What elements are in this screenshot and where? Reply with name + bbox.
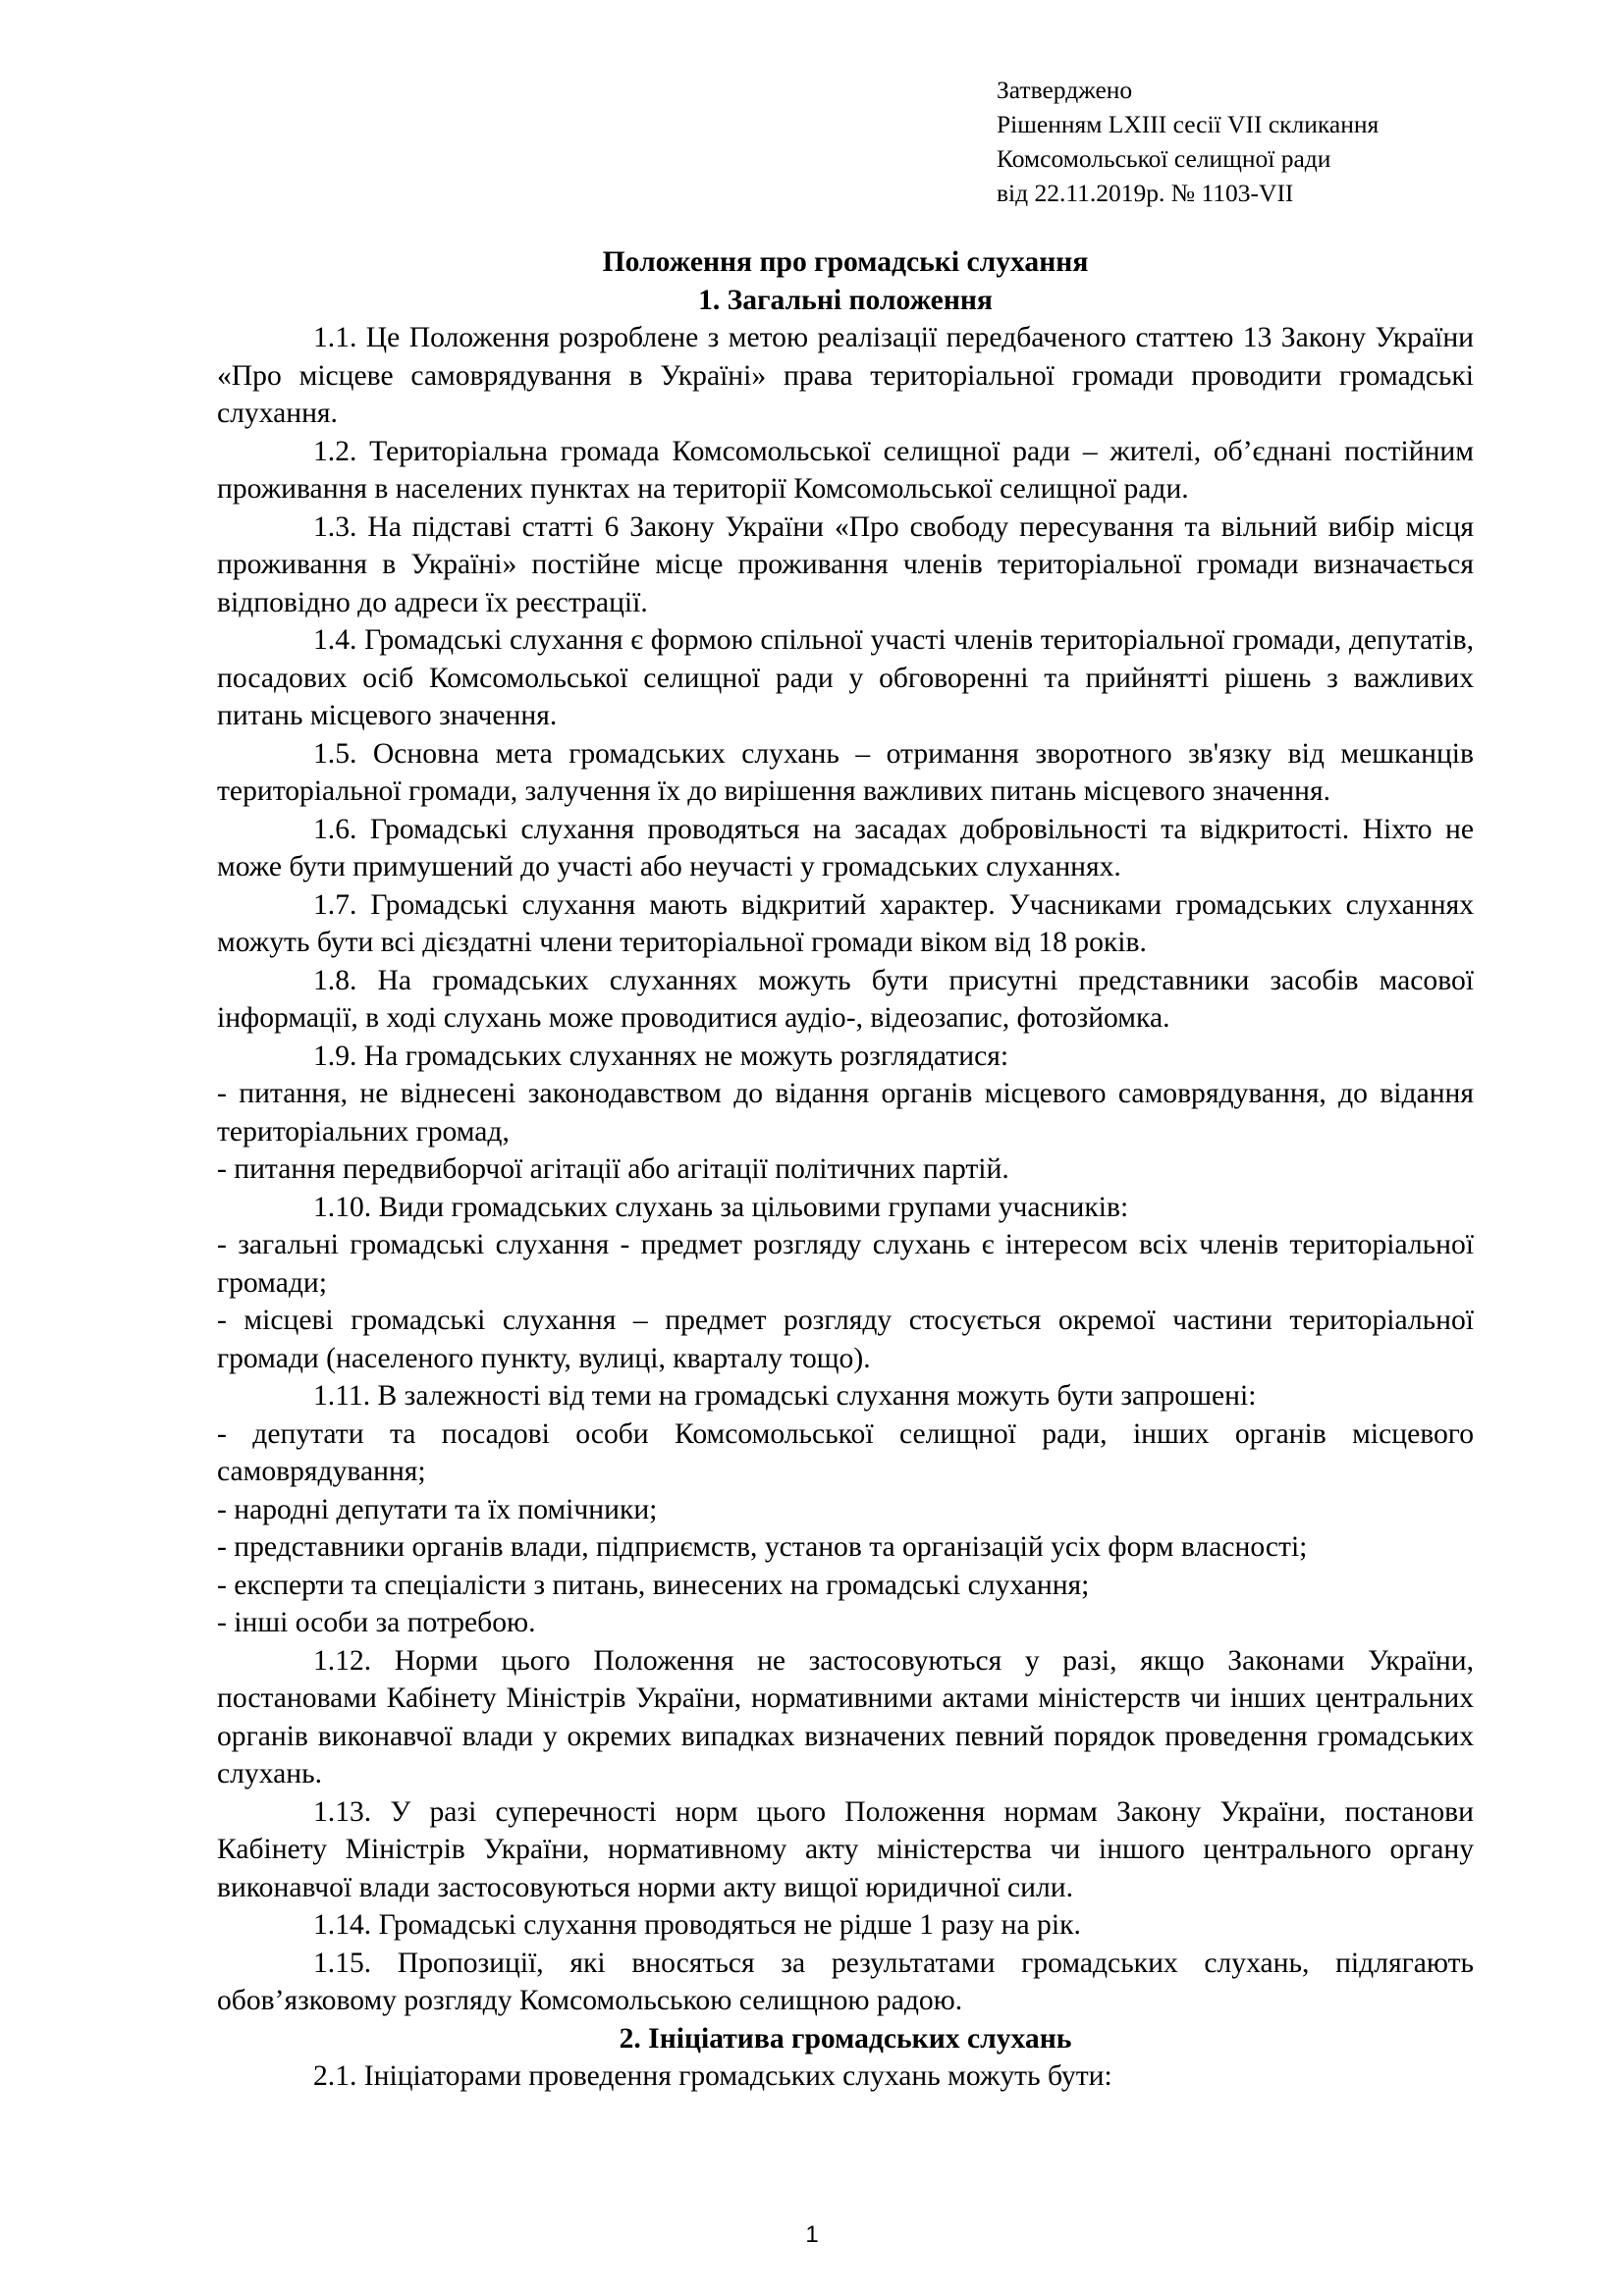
paragraph-1-11: 1.11. В залежності від теми на громадські слухання можуть бути запрошені:	[313, 1380, 1257, 1412]
list-item-1-11-b: - народні депутати та їх помічники;	[217, 1493, 658, 1525]
approval-line-date-number: від 22.11.2019р. № 1103-VII	[997, 179, 1294, 207]
approval-line-council: Комсомольської селищної ради	[997, 144, 1331, 173]
paragraph-1-2: 1.2. Територіальна громада Комсомольської селищної ради – жителі, об’єднані постійним проживання в населених пунктах на території Комсомольської селищної ради.	[217, 435, 1474, 505]
paragraph-1-7: 1.7. Громадські слухання мають відкритий характер. Учасниками громадських слуханнях можуть бути всі дієздатні члени територіальної громади віком від 18 років.	[217, 888, 1474, 958]
paragraph-1-4: 1.4. Громадські слухання є формою спільної участі членів територіальної громади, депутатів, посадових осіб Комсомольської селищної ради у обговоренні та прийнятті рішень з важливих питань місцевого значення.	[217, 624, 1474, 731]
paragraph-1-9: 1.9. На громадських слуханнях не можуть розглядатися:	[313, 1040, 1009, 1072]
approval-line-approved: Затверджено	[997, 76, 1133, 104]
paragraph-1-15: 1.15. Пропозиції, які вносяться за результатами громадських слухань, підлягають обов’язковому розгляду Комсомольською селищною радою.	[217, 1947, 1474, 2016]
list-item-1-9-a: - питання, не віднесені законодавством до відання органів місцевого самоврядування, до відання територіальних громад,	[217, 1078, 1474, 1148]
paragraph-2-1: 2.1. Ініціаторами проведення громадських слухань можуть бути:	[313, 2060, 1112, 2092]
document-body	[217, 243, 1474, 2096]
list-item-1-11-c: - представники органів влади, підприємств, установ та організацій усіх форм власності;	[217, 1531, 1308, 1563]
list-item-1-10-b: - місцеві громадські слухання – предмет розгляду стосується окремої частини територіальної громади (населеного пункту, вулиці, кварталу тощо).	[217, 1305, 1474, 1374]
paragraph-1-14: 1.14. Громадські слухання проводяться не рідше 1 разу на рік.	[313, 1909, 1081, 1941]
approval-stamp-block	[997, 73, 1379, 210]
paragraph-1-3: 1.3. На підставі статті 6 Закону України «Про свободу пересування та вільний вибір місця проживання в Україні» постійне місце проживання членів територіальної громади визначається відповідно до адреси їх реєстрації.	[217, 510, 1474, 618]
paragraph-1-12: 1.12. Норми цього Положення не застосовуються у разі, якщо Законами України, постановами Кабінету Міністрів України, нормативними актами міністерств чи інших центральних органів виконавчої влади у окремих випадках визначених певний порядок проведення громадських слухань.	[217, 1644, 1474, 1789]
paragraph-1-10: 1.10. Види громадських слухань за цільовими групами учасників:	[313, 1191, 1129, 1223]
paragraph-1-6: 1.6. Громадські слухання проводяться на засадах добровільності та відкритості. Ніхто не може бути примушений до участі або неучасті у громадських слуханнях.	[217, 813, 1474, 882]
paragraph-1-13: 1.13. У разі суперечності норм цього Положення нормам Закону України, постанови Кабінету Міністрів України, нормативному акту міністерства чи іншого центрального органу виконавчої влади застосовуються норми акту вищої юридичної сили.	[217, 1795, 1474, 1903]
list-item-1-11-e: - інші особи за потребою.	[217, 1607, 536, 1638]
list-item-1-11-d: - експерти та спеціалісти з питань, винесених на громадські слухання;	[217, 1569, 1090, 1601]
approval-line-decision: Рішенням LXIII сесії VII скликання	[997, 110, 1380, 138]
page-number: 1	[805, 2221, 819, 2248]
section-1-heading: 1. Загальні положення	[698, 284, 993, 316]
paragraph-1-8: 1.8. На громадських слуханнях можуть бути присутні представники засобів масової інформації, в ході слухань може проводитися аудіо-, відеозапис, фотозйомка.	[217, 964, 1474, 1034]
list-item-1-10-a: - загальні громадські слухання - предмет розгляду слухань є інтересом всіх членів територіальної громади;	[217, 1229, 1474, 1299]
list-item-1-11-a: - депутати та посадові особи Комсомольської селищної ради, інших органів місцевого самоврядування;	[217, 1417, 1474, 1487]
list-item-1-9-b: - питання передвиборчої агітації або агітації політичних партій.	[217, 1153, 1009, 1185]
paragraph-1-5: 1.5. Основна мета громадських слухань – отримання зворотного зв'язку від мешканців територіальної громади, залучення їх до вирішення важливих питань місцевого значення.	[217, 737, 1474, 807]
section-2-heading: 2. Ініціатива громадських слухань	[619, 2022, 1072, 2055]
paragraph-1-1: 1.1. Це Положення розроблене з метою реалізації передбаченого статтею 13 Закону України «Про місцеве самоврядування в Україні» права територіальної громади проводити громадські слухання.	[217, 322, 1474, 429]
document-title: Положення про громадські слухання	[602, 246, 1089, 278]
